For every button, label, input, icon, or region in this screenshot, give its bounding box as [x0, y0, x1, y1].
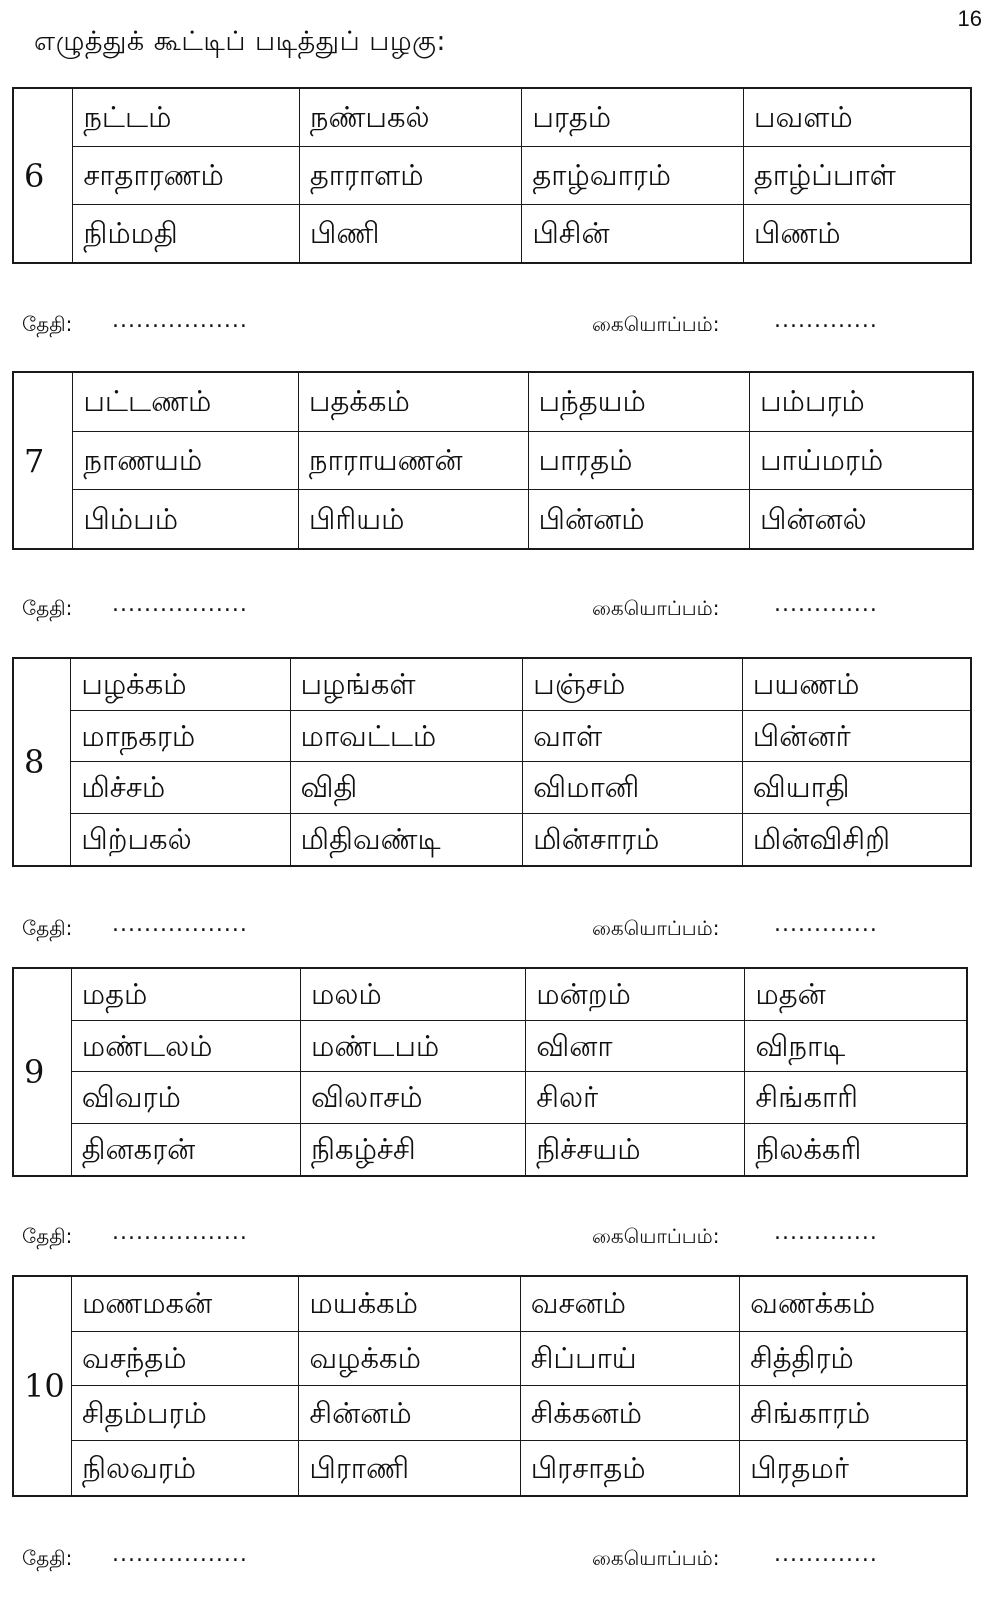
- table-row: [13, 710, 971, 762]
- word-cell: பட்டணம்: [73, 372, 299, 431]
- word-cell: மலம்: [301, 968, 526, 1020]
- table-row: [13, 814, 971, 866]
- date-label: தேதி:: [22, 916, 73, 940]
- word-cell: பின்னம்: [528, 490, 749, 549]
- word-cell: பிற்பகல்: [71, 814, 290, 866]
- table-row: [13, 88, 971, 147]
- table-row: [13, 1020, 967, 1072]
- word-cell: தினகரன்: [71, 1124, 300, 1176]
- table-row: [13, 1276, 967, 1331]
- word-cell: மாநகரம்: [71, 710, 290, 762]
- word-cell: பம்பரம்: [749, 372, 973, 431]
- word-cell: சிங்காரி: [745, 1072, 967, 1124]
- word-cell: பிணி: [299, 204, 521, 263]
- signature-label: கையொப்பம்:: [592, 596, 720, 620]
- word-table-7: [12, 371, 974, 550]
- table-row: [13, 1072, 967, 1124]
- word-cell: பழங்கள்: [290, 658, 523, 710]
- word-cell: சின்னம்: [299, 1386, 520, 1441]
- signature-label: கையொப்பம்:: [592, 1224, 720, 1248]
- table-row: [13, 147, 971, 205]
- word-cell: மின்விசிறி: [742, 814, 971, 866]
- signature-label: கையொப்பம்:: [592, 1546, 720, 1570]
- word-cell: தாராளம்: [299, 147, 521, 205]
- table-row: [13, 204, 971, 263]
- word-cell: பிசின்: [522, 204, 744, 263]
- word-cell: மன்றம்: [526, 968, 745, 1020]
- word-cell: நிச்சயம்: [526, 1124, 745, 1176]
- word-table-8: [12, 657, 972, 867]
- sign-row-9: [22, 1222, 962, 1252]
- word-cell: விநாடி: [745, 1020, 967, 1072]
- word-cell: மிச்சம்: [71, 762, 290, 814]
- sign-row-10: [22, 1544, 962, 1574]
- word-cell: பிரசாதம்: [520, 1441, 739, 1496]
- word-cell: வசந்தம்: [71, 1331, 298, 1386]
- word-cell: சிதம்பரம்: [71, 1386, 298, 1441]
- word-cell: மண்டலம்: [71, 1020, 300, 1072]
- table-row: [13, 1441, 967, 1496]
- table-row: [13, 1331, 967, 1386]
- date-label: தேதி:: [22, 1224, 73, 1248]
- word-cell: தாழ்வாரம்: [522, 147, 744, 205]
- table-row: [13, 1124, 967, 1176]
- page-heading: எழுத்துக் கூட்டிப் படித்துப் பழகு:: [34, 26, 447, 57]
- date-blank[interactable]: .................: [112, 1220, 248, 1245]
- word-cell: வினா: [526, 1020, 745, 1072]
- word-cell: பிணம்: [743, 204, 971, 263]
- signature-label: கையொப்பம்:: [592, 916, 720, 940]
- word-cell: பந்தயம்: [528, 372, 749, 431]
- word-cell: வசனம்: [520, 1276, 739, 1331]
- word-cell: மண்டபம்: [301, 1020, 526, 1072]
- word-cell: சிக்கனம்: [520, 1386, 739, 1441]
- signature-blank[interactable]: .............: [774, 1542, 878, 1567]
- word-cell: பயணம்: [742, 658, 971, 710]
- word-cell: தாழ்ப்பாள்: [743, 147, 971, 205]
- signature-blank[interactable]: .............: [774, 1220, 878, 1245]
- word-cell: சிலர்: [526, 1072, 745, 1124]
- date-blank[interactable]: .................: [112, 1542, 248, 1567]
- word-cell: பவளம்: [743, 88, 971, 147]
- word-cell: பிரியம்: [298, 490, 528, 549]
- date-blank[interactable]: .................: [112, 912, 248, 937]
- word-cell: நிலக்கரி: [745, 1124, 967, 1176]
- table-row: [13, 968, 967, 1020]
- word-cell: நண்பகல்: [299, 88, 521, 147]
- word-cell: பதக்கம்: [298, 372, 528, 431]
- sign-row-6: [22, 310, 962, 340]
- word-cell: விவரம்: [71, 1072, 300, 1124]
- date-label: தேதி:: [22, 312, 73, 336]
- word-cell: சிங்காரம்: [740, 1386, 967, 1441]
- date-label: தேதி:: [22, 1546, 73, 1570]
- word-cell: பஞ்சம்: [523, 658, 743, 710]
- date-blank[interactable]: .................: [112, 308, 248, 333]
- table-row: [13, 490, 973, 549]
- section-number: 9: [13, 968, 71, 1176]
- signature-label: கையொப்பம்:: [592, 312, 720, 336]
- word-cell: வணக்கம்: [740, 1276, 967, 1331]
- signature-blank[interactable]: .............: [774, 912, 878, 937]
- word-cell: பின்னல்: [749, 490, 973, 549]
- word-cell: மின்சாரம்: [523, 814, 743, 866]
- date-blank[interactable]: .................: [112, 592, 248, 617]
- word-cell: பிராணி: [299, 1441, 520, 1496]
- word-cell: பாரதம்: [528, 431, 749, 489]
- word-cell: சித்திரம்: [740, 1331, 967, 1386]
- section-number: 6: [13, 88, 73, 263]
- word-cell: வழக்கம்: [299, 1331, 520, 1386]
- word-cell: பின்னர்: [742, 710, 971, 762]
- word-cell: நாணயம்: [73, 431, 299, 489]
- word-cell: நிம்மதி: [73, 204, 300, 263]
- sign-row-8: [22, 914, 962, 944]
- word-cell: நிலவரம்: [71, 1441, 298, 1496]
- section-number: 10: [13, 1276, 71, 1496]
- table-row: [13, 1386, 967, 1441]
- section-number: 8: [13, 658, 71, 866]
- word-cell: நாராயணன்: [298, 431, 528, 489]
- word-cell: மதம்: [71, 968, 300, 1020]
- word-cell: விதி: [290, 762, 523, 814]
- sign-row-7: [22, 594, 962, 624]
- word-cell: வியாதி: [742, 762, 971, 814]
- page-number: 16: [957, 6, 982, 31]
- word-cell: மாவட்டம்: [290, 710, 523, 762]
- word-cell: நட்டம்: [73, 88, 300, 147]
- word-table-10: [12, 1275, 968, 1497]
- signature-blank[interactable]: .............: [774, 308, 878, 333]
- word-table-6: [12, 87, 972, 264]
- table-row: [13, 431, 973, 489]
- signature-blank[interactable]: .............: [774, 592, 878, 617]
- table-row: [13, 658, 971, 710]
- word-cell: விமானி: [523, 762, 743, 814]
- section-number: 7: [13, 372, 73, 549]
- word-cell: விலாசம்: [301, 1072, 526, 1124]
- word-cell: மயக்கம்: [299, 1276, 520, 1331]
- table-row: [13, 762, 971, 814]
- word-cell: மதன்: [745, 968, 967, 1020]
- word-cell: வாள்: [523, 710, 743, 762]
- word-cell: பிம்பம்: [73, 490, 299, 549]
- date-label: தேதி:: [22, 596, 73, 620]
- word-cell: பாய்மரம்: [749, 431, 973, 489]
- word-cell: பிரதமர்: [740, 1441, 967, 1496]
- word-cell: மணமகன்: [71, 1276, 298, 1331]
- word-cell: பரதம்: [522, 88, 744, 147]
- word-cell: பழக்கம்: [71, 658, 290, 710]
- word-cell: சிப்பாய்: [520, 1331, 739, 1386]
- word-cell: மிதிவண்டி: [290, 814, 523, 866]
- word-table-9: [12, 967, 968, 1177]
- table-row: [13, 372, 973, 431]
- word-cell: சாதாரணம்: [73, 147, 300, 205]
- word-cell: நிகழ்ச்சி: [301, 1124, 526, 1176]
